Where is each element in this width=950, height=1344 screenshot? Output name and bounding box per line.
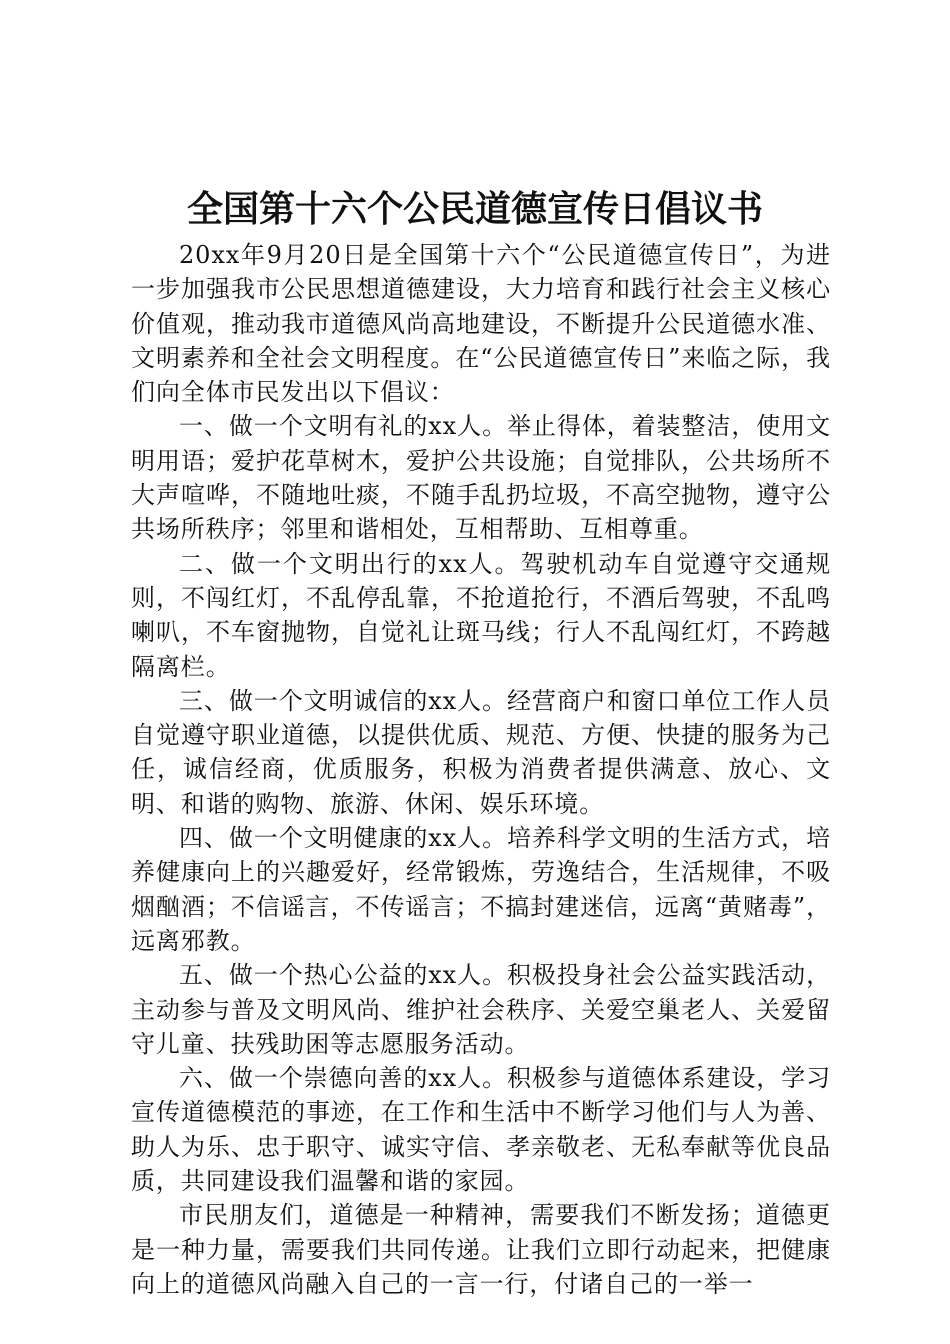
paragraph-proposal-2: 二、做一个文明出行的xx人。驾驶机动车自觉遵守交通规则，不闯红灯，不乱停乱靠，不抢道抢行，不酒后驾驶，不乱鸣喇叭，不车窗抛物，自觉礼让斑马线；行人不乱闯红灯，不跨越隔离栏。 <box>131 549 831 681</box>
paragraph-proposal-1: 一、做一个文明有礼的xx人。举止得体，着装整洁，使用文明用语；爱护花草树木，爱护公共设施；自觉排队，公共场所不大声喧哗，不随地吐痰，不随手乱扔垃圾，不高空抛物，遵守公共场所秩序；邻里和谐相处，互相帮助、互相尊重。 <box>131 412 831 544</box>
paragraph-closing: 市民朋友们，道德是一种精神，需要我们不断发扬；道德更是一种力量，需要我们共同传递。让我们立即行动起来，把健康向上的道德风尚融入自己的一言一行，付诸自己的一举一 <box>131 1201 831 1298</box>
paragraph-proposal-3: 三、做一个文明诚信的xx人。经营商户和窗口单位工作人员自觉遵守职业道德，以提供优质、规范、方便、快捷的服务为己任，诚信经商，优质服务，积极为消费者提供满意、放心、文明、和谐的购物、旅游、休闲、娱乐环境。 <box>131 686 831 818</box>
paragraph-intro: 20xx年9月20日是全国第十六个“公民道德宣传日”，为进一步加强我市公民思想道德建设，大力培育和践行社会主义核心价值观，推动我市道德风尚高地建设，不断提升公民道德水准、文明素养和全社会文明程度。在“公民道德宣传日”来临之际，我们向全体市民发出以下倡议： <box>131 241 831 407</box>
paragraph-proposal-6: 六、做一个崇德向善的xx人。积极参与道德体系建设，学习宣传道德模范的事迹，在工作和生活中不断学习他们与人为善、助人为乐、忠于职守、诚实守信、孝亲敬老、无私奉献等优良品质，共同建设我们温馨和谐的家园。 <box>131 1064 831 1196</box>
document-body <box>131 238 831 1301</box>
paragraph-proposal-5: 五、做一个热心公益的xx人。积极投身社会公益实践活动，主动参与普及文明风尚、维护社会秩序、关爱空巢老人、关爱留守儿童、扶残助困等志愿服务活动。 <box>131 961 831 1058</box>
paragraph-proposal-4: 四、做一个文明健康的xx人。培养科学文明的生活方式，培养健康向上的兴趣爱好，经常锻炼，劳逸结合，生活规律，不吸烟酗酒；不信谣言，不传谣言；不搞封建迷信，远离“黄赌毒”，远离邪教。 <box>131 824 831 955</box>
document-title: 全国第十六个公民道德宣传日倡议书 <box>186 188 763 230</box>
